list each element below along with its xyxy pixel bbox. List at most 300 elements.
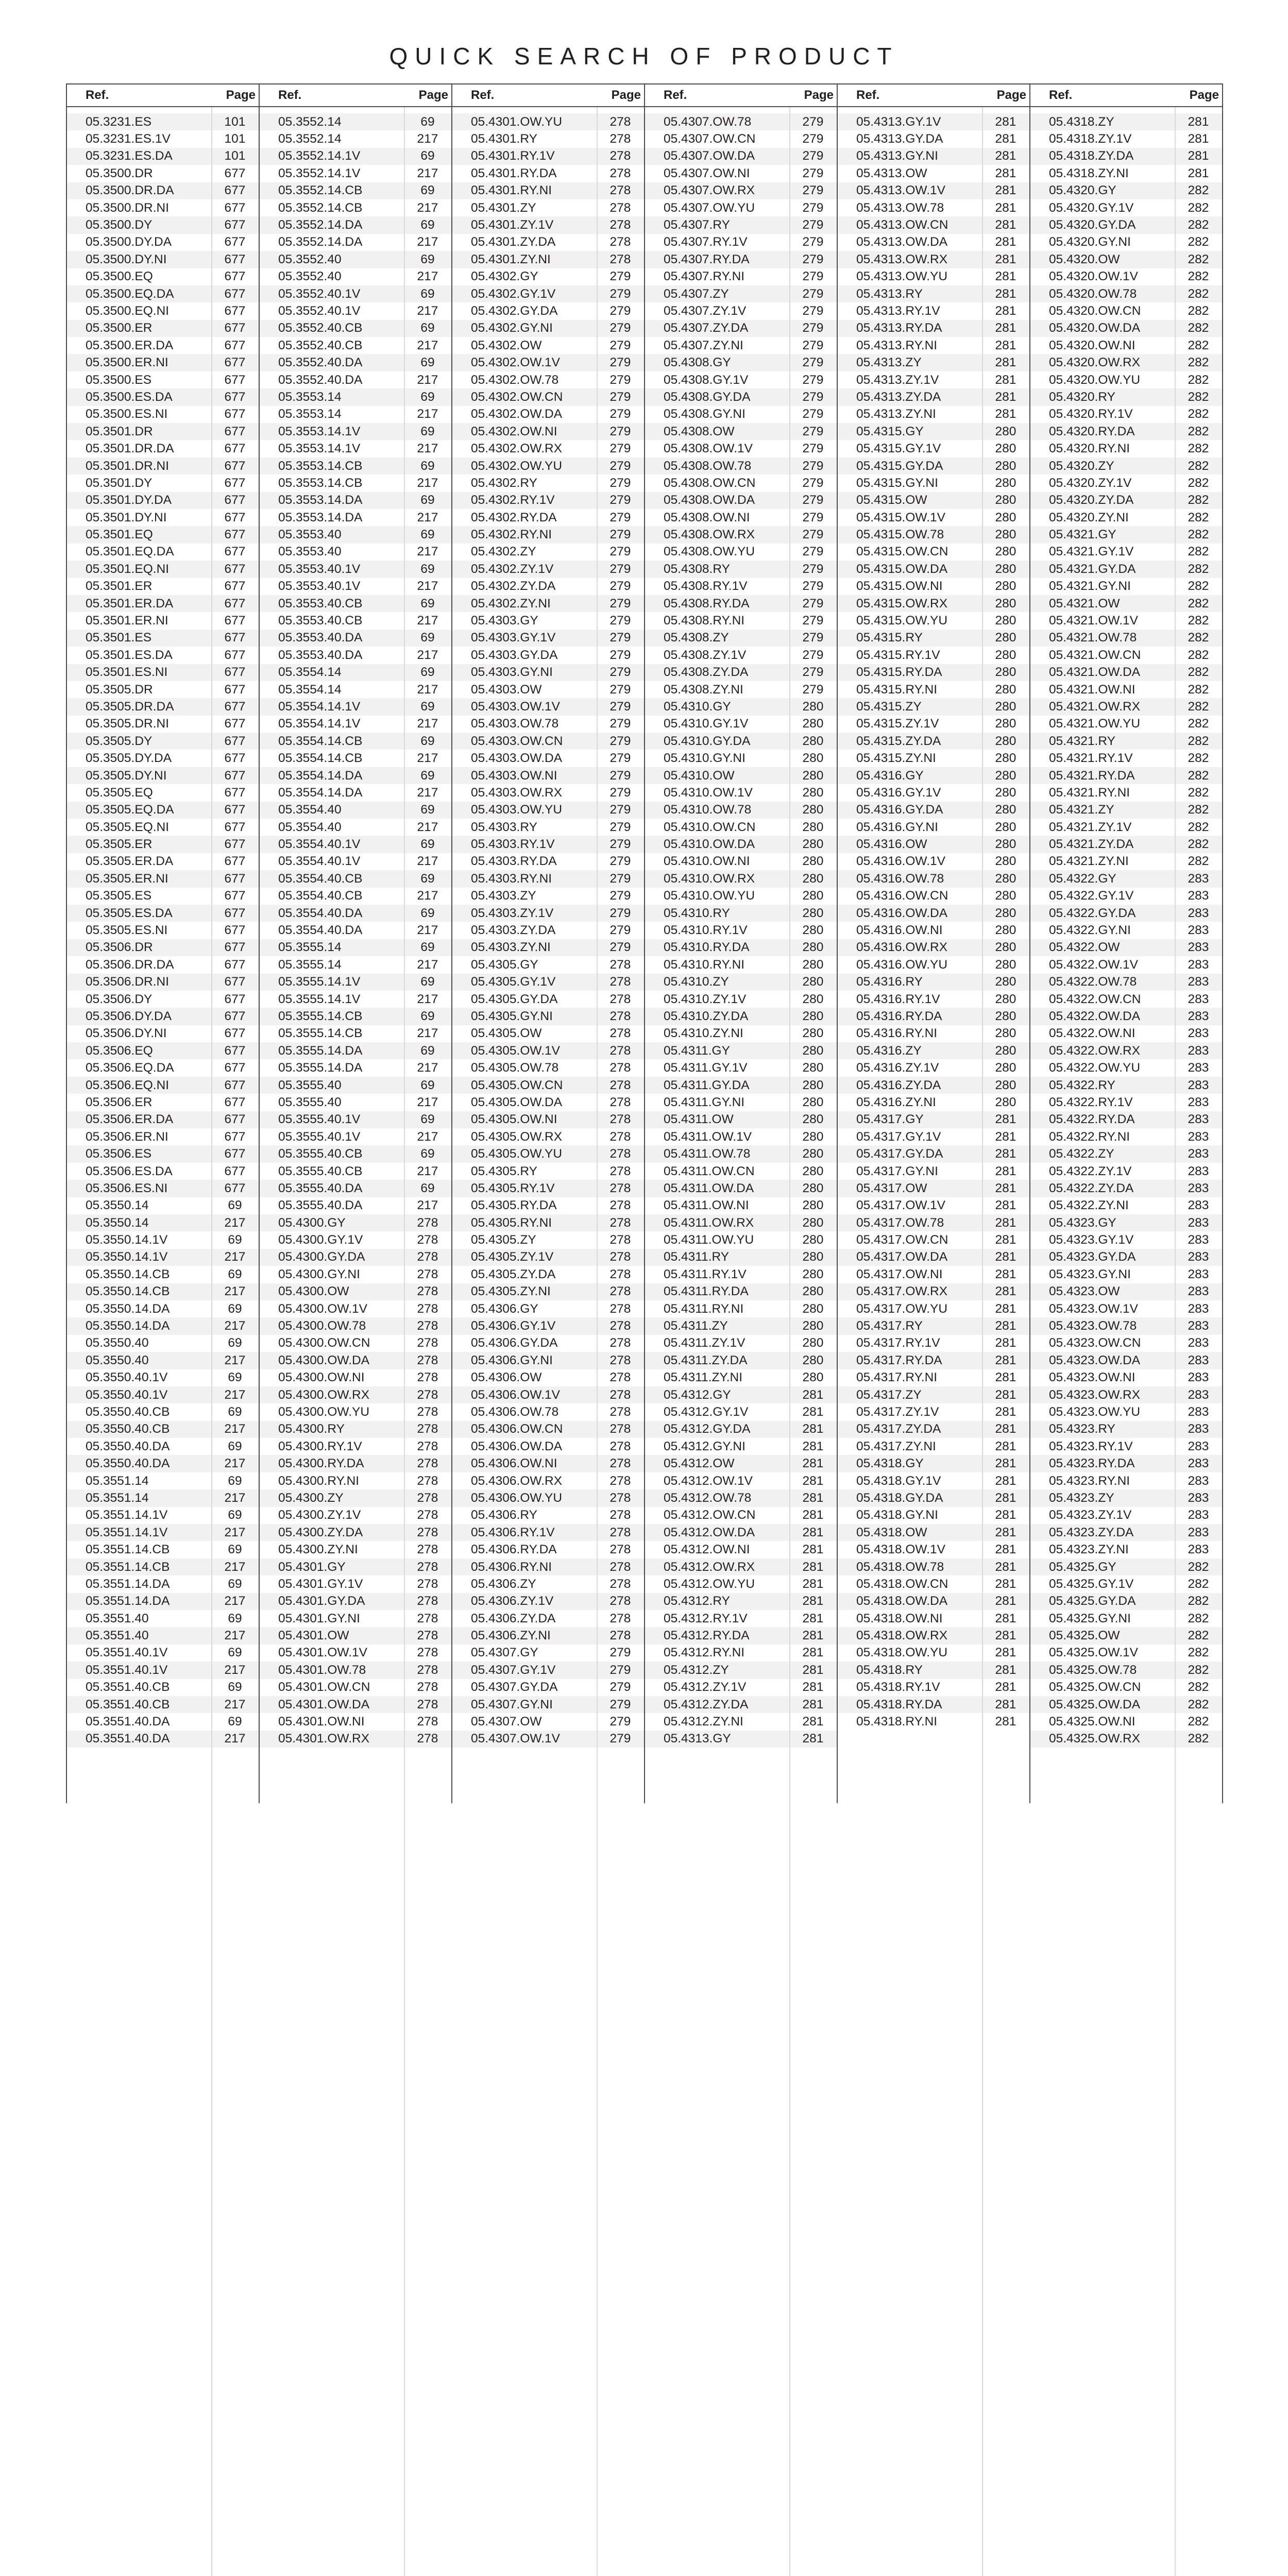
- page-number: 279: [802, 424, 824, 438]
- column-header: [452, 83, 644, 107]
- table-row: [838, 664, 1029, 681]
- page-number: 283: [1188, 1543, 1209, 1557]
- table-row: [260, 1575, 451, 1592]
- page-number: 279: [609, 389, 631, 404]
- table-row: [260, 1335, 451, 1352]
- page-number: 279: [609, 803, 631, 817]
- page-number: 280: [995, 579, 1016, 594]
- table-row: [260, 268, 451, 285]
- table-row: [260, 182, 451, 199]
- table-row: [452, 130, 644, 147]
- page-number: 69: [420, 596, 435, 611]
- page-number: 69: [228, 1336, 242, 1350]
- product-ref: 05.4300.RY.1V: [278, 1439, 362, 1453]
- product-ref: 05.4322.ZY: [1049, 1147, 1114, 1161]
- page-number: 677: [224, 699, 246, 714]
- product-ref: 05.4323.ZY.DA: [1049, 1525, 1134, 1539]
- table-row: [645, 664, 837, 681]
- table-row: [452, 905, 644, 922]
- product-ref: 05.4307.ZY.NI: [664, 338, 743, 352]
- product-ref: 05.4305.RY.1V: [471, 1181, 555, 1195]
- page-number: 677: [224, 614, 246, 628]
- table-row: [1030, 802, 1222, 819]
- page-number: 280: [802, 1267, 824, 1281]
- table-row: [1030, 1438, 1222, 1455]
- product-ref: 05.4318.GY.NI: [856, 1508, 938, 1522]
- product-ref: 05.4323.ZY: [1049, 1490, 1114, 1505]
- table-row: [1030, 647, 1222, 664]
- product-ref: 05.3553.14.CB: [278, 476, 363, 490]
- product-ref: 05.3553.40.CB: [278, 596, 363, 611]
- product-ref: 05.3505.ER.DA: [86, 854, 174, 869]
- table-row: [67, 1369, 259, 1386]
- product-ref: 05.4302.GY.DA: [471, 303, 558, 318]
- page-number: 279: [609, 889, 631, 903]
- table-row: [1030, 1575, 1222, 1592]
- product-ref: 05.4322.GY.DA: [1049, 906, 1136, 920]
- product-ref: 05.4302.OW.RX: [471, 442, 563, 456]
- product-ref: 05.3551.40.CB: [86, 1680, 170, 1694]
- table-row: [838, 423, 1029, 440]
- product-ref: 05.3553.40.1V: [278, 562, 361, 576]
- product-ref: 05.4306.OW.RX: [471, 1473, 563, 1488]
- page-number: 281: [995, 1370, 1016, 1385]
- product-ref: 05.4323.RY.DA: [1049, 1456, 1135, 1471]
- product-ref: 05.3554.14: [278, 665, 342, 680]
- product-ref: 05.3551.14: [86, 1473, 149, 1488]
- product-ref: 05.4318.OW: [856, 1525, 927, 1539]
- product-ref: 05.3552.14.1V: [278, 166, 361, 180]
- table-row: [838, 698, 1029, 715]
- product-ref: 05.4321.ZY.NI: [1049, 854, 1129, 869]
- table-row: [1030, 1541, 1222, 1558]
- page-number: 281: [995, 269, 1016, 284]
- product-ref: 05.4322.OW.NI: [1049, 1026, 1136, 1041]
- page-number: 69: [420, 183, 435, 198]
- page-number: 281: [995, 149, 1016, 163]
- product-ref: 05.4318.GY: [856, 1456, 924, 1471]
- table-row: [452, 1489, 644, 1506]
- index-column-6: [1030, 83, 1223, 1803]
- product-ref: 05.4303.GY.1V: [471, 631, 556, 645]
- product-ref: 05.4308.GY.DA: [664, 389, 751, 404]
- page-number: 278: [417, 1301, 438, 1316]
- page-number: 283: [1188, 1284, 1209, 1299]
- table-row: [260, 1662, 451, 1679]
- page-number: 677: [224, 303, 246, 318]
- table-row: [1030, 1008, 1222, 1025]
- table-row: [260, 1679, 451, 1696]
- product-ref: 05.4307.OW.1V: [471, 1732, 560, 1746]
- page-number: 69: [420, 837, 435, 852]
- product-ref: 05.4307.GY.1V: [471, 1663, 556, 1677]
- table-row: [645, 440, 837, 457]
- product-ref: 05.3550.14.DA: [86, 1301, 170, 1316]
- page-number: 278: [417, 1680, 438, 1694]
- page-number: 280: [995, 1026, 1016, 1041]
- table-row: [260, 1731, 451, 1748]
- product-ref: 05.4318.OW.RX: [856, 1629, 948, 1643]
- page-number: 217: [417, 785, 438, 800]
- page-number: 278: [417, 1543, 438, 1557]
- page-number: 279: [802, 183, 824, 198]
- product-ref: 05.4310.RY.DA: [664, 940, 750, 955]
- table-row: [838, 767, 1029, 784]
- page-number: 677: [224, 493, 246, 507]
- table-row: [452, 1111, 644, 1128]
- table-row: [260, 371, 451, 388]
- table-row: [67, 1386, 259, 1403]
- page-number: 278: [609, 1336, 631, 1350]
- product-ref: 05.4301.ZY.1V: [471, 218, 554, 232]
- table-row: [260, 1025, 451, 1042]
- table-row: [645, 1214, 837, 1231]
- product-ref: 05.4305.RY.DA: [471, 1198, 557, 1213]
- page-number: 279: [802, 442, 824, 456]
- page-number: 282: [1188, 1697, 1209, 1711]
- product-ref: 05.4306.OW.DA: [471, 1439, 563, 1453]
- product-ref: 05.4305.OW.78: [471, 1061, 559, 1075]
- table-row: [838, 1059, 1029, 1076]
- table-row: [645, 1575, 837, 1592]
- page-number: 279: [609, 648, 631, 662]
- table-row: [260, 991, 451, 1008]
- product-ref: 05.4311.OW: [664, 1112, 734, 1127]
- table-row: [67, 853, 259, 870]
- product-ref: 05.3555.40: [278, 1078, 342, 1092]
- page-number: 282: [1188, 648, 1209, 662]
- product-ref: 05.4313.ZY.DA: [856, 389, 941, 404]
- page-number: 278: [609, 1629, 631, 1643]
- product-ref: 05.4303.GY.NI: [471, 665, 553, 680]
- page-number: 677: [224, 1009, 246, 1023]
- product-ref: 05.3555.40: [278, 1095, 342, 1109]
- page-number: 281: [995, 1336, 1016, 1350]
- table-row: [452, 1438, 644, 1455]
- page-number: 279: [609, 596, 631, 611]
- table-row: [67, 1094, 259, 1111]
- product-ref: 05.4310.OW.78: [664, 803, 752, 817]
- table-row: [645, 561, 837, 578]
- product-ref: 05.4321.RY.1V: [1049, 751, 1133, 766]
- page-number: 69: [420, 218, 435, 232]
- product-ref: 05.4302.OW.YU: [471, 459, 563, 473]
- product-ref: 05.4323.OW.78: [1049, 1319, 1137, 1333]
- page-number: 278: [609, 1284, 631, 1299]
- product-ref: 05.4323.RY: [1049, 1422, 1115, 1436]
- product-ref: 05.3553.14.CB: [278, 459, 363, 473]
- table-row: [838, 1541, 1029, 1558]
- page-number: 280: [995, 820, 1016, 834]
- table-row: [452, 406, 644, 423]
- product-ref: 05.4311.GY.DA: [664, 1078, 750, 1092]
- product-ref: 05.3553.14.1V: [278, 442, 361, 456]
- table-row: [838, 268, 1029, 285]
- table-row: [1030, 1645, 1222, 1662]
- product-ref: 05.4316.OW.DA: [856, 906, 948, 920]
- page-number: 280: [802, 1129, 824, 1144]
- table-row: [452, 595, 644, 612]
- product-ref: 05.4315.OW.NI: [856, 579, 943, 594]
- product-ref: 05.3231.ES.DA: [86, 149, 173, 163]
- page-number: 280: [802, 1181, 824, 1195]
- page-number: 281: [802, 1456, 824, 1471]
- table-row: [67, 578, 259, 595]
- product-ref: 05.4321.GY.1V: [1049, 545, 1134, 559]
- table-row: [67, 991, 259, 1008]
- table-row: [838, 1507, 1029, 1524]
- page-number: 279: [609, 407, 631, 421]
- page-number: 281: [995, 1594, 1016, 1608]
- page-number: 279: [802, 528, 824, 542]
- product-ref: 05.4323.OW: [1049, 1284, 1120, 1299]
- table-row: [838, 1352, 1029, 1369]
- product-ref: 05.4322.RY.NI: [1049, 1129, 1130, 1144]
- table-row: [260, 1472, 451, 1489]
- page-number: 278: [609, 1301, 631, 1316]
- page-number: 69: [420, 1043, 435, 1058]
- page-number: 281: [802, 1732, 824, 1746]
- table-row: [838, 1455, 1029, 1472]
- table-row: [838, 853, 1029, 870]
- table-row: [1030, 268, 1222, 285]
- table-row: [260, 251, 451, 268]
- product-ref: 05.4317.RY.NI: [856, 1370, 938, 1385]
- page-number: 279: [609, 510, 631, 524]
- product-ref: 05.4306.OW: [471, 1370, 542, 1385]
- product-ref: 05.4307.ZY.DA: [664, 321, 749, 335]
- product-ref: 05.4312.RY: [664, 1594, 730, 1608]
- product-ref: 05.4302.GY.1V: [471, 286, 556, 301]
- page-number: 278: [609, 1594, 631, 1608]
- table-row: [645, 388, 837, 405]
- table-row: [645, 1455, 837, 1472]
- page-number: 217: [417, 132, 438, 146]
- table-row: [1030, 1145, 1222, 1162]
- table-row: [67, 1352, 259, 1369]
- table-row: [645, 1438, 837, 1455]
- table-row: [645, 1645, 837, 1662]
- product-ref: 05.4302.ZY: [471, 545, 536, 559]
- page-number: 281: [995, 1473, 1016, 1488]
- product-ref: 05.4321.OW.RX: [1049, 699, 1141, 714]
- table-row: [260, 595, 451, 612]
- product-ref: 05.3554.40: [278, 803, 342, 817]
- table-row: [1030, 130, 1222, 147]
- page-number: 280: [995, 424, 1016, 438]
- page-number: 677: [224, 596, 246, 611]
- page-number: 677: [224, 734, 246, 748]
- table-row: [838, 388, 1029, 405]
- table-row: [645, 1731, 837, 1748]
- page-number: 280: [802, 1198, 824, 1213]
- table-row: [260, 664, 451, 681]
- table-row: [67, 1524, 259, 1541]
- table-row: [1030, 1558, 1222, 1575]
- table-row: [452, 767, 644, 784]
- page-number: 217: [417, 372, 438, 387]
- page-number: 280: [995, 803, 1016, 817]
- table-row: [645, 612, 837, 629]
- page-number: 278: [609, 1181, 631, 1195]
- page-number: 280: [995, 459, 1016, 473]
- product-ref: 05.3501.DY.NI: [86, 510, 167, 524]
- page-number: 282: [1188, 1680, 1209, 1694]
- page-number: 278: [609, 149, 631, 163]
- page-number: 283: [1188, 1370, 1209, 1385]
- product-ref: 05.3550.40: [86, 1353, 149, 1367]
- product-ref: 05.3506.DY: [86, 992, 152, 1006]
- table-row: [452, 1713, 644, 1730]
- page-number: 280: [802, 957, 824, 972]
- product-ref: 05.3231.ES: [86, 114, 152, 129]
- page-number: 279: [609, 785, 631, 800]
- page-number: 282: [1188, 493, 1209, 507]
- page-number: 217: [417, 1129, 438, 1144]
- product-ref: 05.4322.OW.DA: [1049, 1009, 1141, 1023]
- product-ref: 05.4303.OW.RX: [471, 785, 563, 800]
- product-ref: 05.4313.GY: [664, 1732, 731, 1746]
- table-row: [67, 1489, 259, 1506]
- product-ref: 05.4320.OW.YU: [1049, 372, 1141, 387]
- table-row: [67, 1231, 259, 1248]
- table-row: [260, 698, 451, 715]
- product-ref: 05.4320.GY.DA: [1049, 218, 1136, 232]
- page-number: 280: [995, 992, 1016, 1006]
- page-number: 217: [417, 717, 438, 731]
- table-row: [67, 1059, 259, 1076]
- product-ref: 05.4305.ZY: [471, 1233, 536, 1247]
- product-ref: 05.4320.OW.CN: [1049, 303, 1141, 318]
- table-row: [645, 1610, 837, 1627]
- table-row: [67, 526, 259, 543]
- table-row: [452, 440, 644, 457]
- page-number: 282: [1188, 717, 1209, 731]
- page-number: 283: [1188, 1164, 1209, 1178]
- product-ref: 05.3505.DY.DA: [86, 751, 172, 766]
- product-ref: 05.4317.GY.1V: [856, 1129, 941, 1144]
- table-row: [452, 1610, 644, 1627]
- product-ref: 05.4313.OW.1V: [856, 183, 945, 198]
- table-row: [452, 578, 644, 595]
- table-row: [1030, 423, 1222, 440]
- product-ref: 05.4311.OW.CN: [664, 1164, 755, 1178]
- product-ref: 05.3500.DR.NI: [86, 200, 170, 215]
- product-ref: 05.3555.14.CB: [278, 1009, 363, 1023]
- table-row: [452, 544, 644, 561]
- page-number: 281: [802, 1629, 824, 1643]
- product-ref: 05.3501.ES.NI: [86, 665, 168, 680]
- page-number: 283: [1188, 1490, 1209, 1505]
- table-row: [452, 1231, 644, 1248]
- table-row: [452, 1662, 644, 1679]
- product-ref: 05.4318.GY.1V: [856, 1473, 941, 1488]
- page-number: 280: [802, 751, 824, 766]
- page-number: 217: [224, 1732, 246, 1746]
- product-ref: 05.3555.14.DA: [278, 1061, 363, 1075]
- table-row: [1030, 113, 1222, 130]
- page-number: 278: [609, 183, 631, 198]
- table-row: [260, 509, 451, 526]
- product-ref: 05.3554.40: [278, 820, 342, 834]
- product-ref: 05.4321.RY.NI: [1049, 785, 1130, 800]
- page-number: 279: [609, 631, 631, 645]
- table-row: [260, 130, 451, 147]
- table-row: [67, 1472, 259, 1489]
- product-ref: 05.4310.OW.DA: [664, 837, 755, 852]
- table-row: [67, 630, 259, 647]
- table-row: [1030, 578, 1222, 595]
- page-number: 283: [1188, 1026, 1209, 1041]
- page-number: 677: [224, 1181, 246, 1195]
- page-number: 69: [420, 1009, 435, 1023]
- product-ref: 05.4300.OW.YU: [278, 1404, 370, 1419]
- product-ref: 05.4308.OW.78: [664, 459, 752, 473]
- table-row: [1030, 1197, 1222, 1214]
- product-ref: 05.3551.40.DA: [86, 1732, 170, 1746]
- table-row: [645, 784, 837, 801]
- page-number: 282: [1188, 699, 1209, 714]
- table-row: [645, 733, 837, 750]
- product-ref: 05.4320.RY.DA: [1049, 424, 1135, 438]
- page-number: 281: [995, 1577, 1016, 1591]
- table-row: [1030, 1317, 1222, 1334]
- table-row: [1030, 681, 1222, 698]
- table-row: [260, 561, 451, 578]
- page-number: 280: [995, 751, 1016, 766]
- product-ref: 05.3553.40.1V: [278, 579, 361, 594]
- product-ref: 05.3505.ER: [86, 837, 152, 852]
- page-number: 278: [417, 1267, 438, 1281]
- page-number: 281: [995, 252, 1016, 266]
- page-number: 282: [1188, 1715, 1209, 1729]
- page-number: 677: [224, 200, 246, 215]
- product-ref: 05.4322.RY.1V: [1049, 1095, 1133, 1109]
- page-number: 282: [1188, 614, 1209, 628]
- table-row: [645, 750, 837, 767]
- product-ref: 05.4312.RY.DA: [664, 1629, 750, 1643]
- page-number: 281: [995, 1422, 1016, 1436]
- page-number: 280: [802, 837, 824, 852]
- product-ref: 05.4317.GY.NI: [856, 1164, 938, 1178]
- product-ref: 05.4300.GY.1V: [278, 1233, 363, 1247]
- page-number: 677: [224, 803, 246, 817]
- page-number: 677: [224, 510, 246, 524]
- table-row: [838, 199, 1029, 216]
- product-ref: 05.4303.OW.1V: [471, 699, 560, 714]
- product-ref: 05.3551.14.DA: [86, 1577, 170, 1591]
- page-number: 279: [802, 303, 824, 318]
- table-row: [260, 1266, 451, 1283]
- table-row: [1030, 819, 1222, 836]
- table-row: [67, 1421, 259, 1438]
- product-ref: 05.4310.GY.NI: [664, 751, 745, 766]
- table-row: [838, 509, 1029, 526]
- table-row: [1030, 939, 1222, 956]
- page-number: 280: [802, 717, 824, 731]
- page-number: 280: [802, 1147, 824, 1161]
- table-row: [260, 1077, 451, 1094]
- product-ref: 05.3500.EQ.DA: [86, 286, 174, 301]
- page-number: 69: [420, 940, 435, 955]
- product-ref: 05.3554.14.1V: [278, 699, 361, 714]
- product-ref: 05.4320.OW: [1049, 252, 1120, 266]
- page-number: 282: [1188, 803, 1209, 817]
- table-row: [645, 1679, 837, 1696]
- table-row: [645, 991, 837, 1008]
- product-ref: 05.4321.OW.1V: [1049, 614, 1138, 628]
- product-ref: 05.4316.OW.YU: [856, 957, 948, 972]
